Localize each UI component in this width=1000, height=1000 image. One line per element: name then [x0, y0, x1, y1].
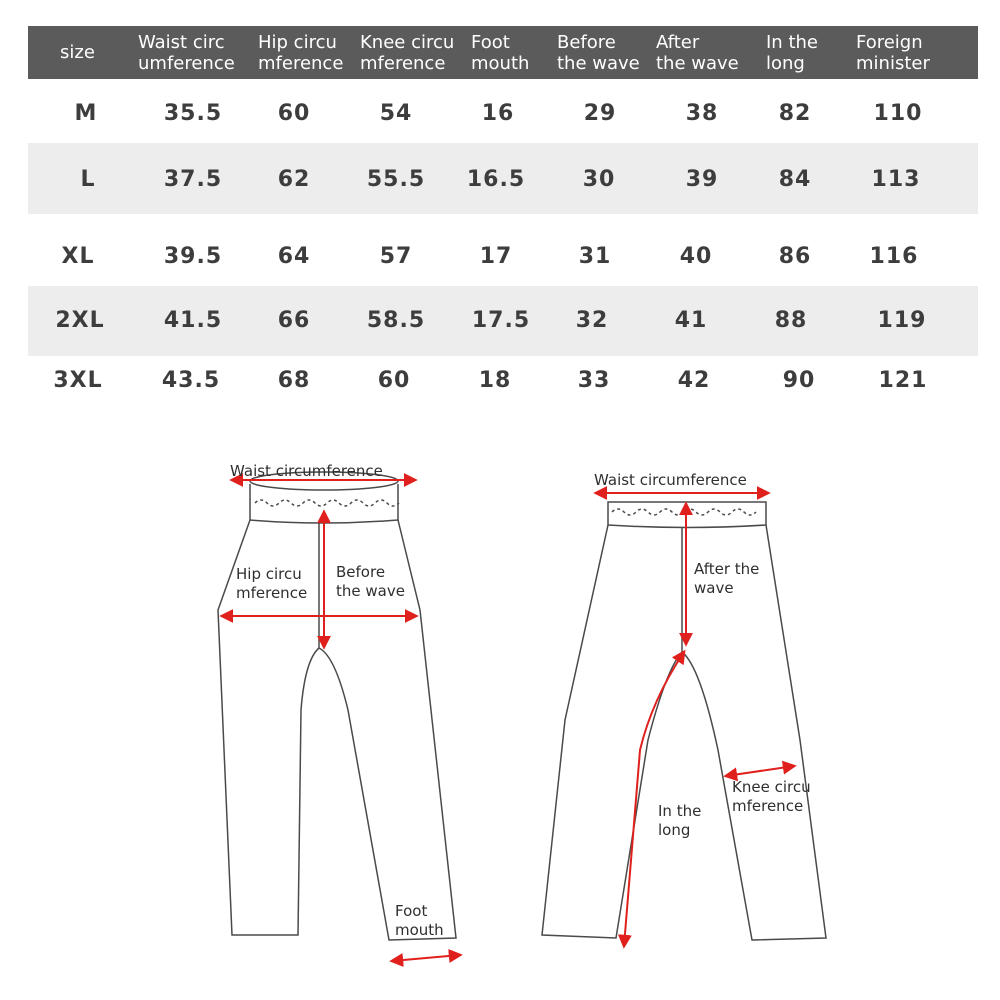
header-size: size: [60, 42, 95, 63]
cell-size: 3XL: [53, 368, 103, 393]
header-knee: Knee circu mference: [360, 32, 455, 74]
cell-hip: 60: [277, 101, 311, 126]
header-waist: Waist circ umference: [138, 32, 235, 74]
cell-knee: 54: [379, 101, 413, 126]
before-wave-label: Before the wave: [336, 563, 405, 600]
cell-foot-mouth: 17.5: [471, 308, 531, 333]
cell-foreign-minister: 119: [877, 308, 927, 333]
cell-foreign-minister: 116: [869, 244, 919, 269]
cell-foreign-minister: 113: [871, 167, 921, 192]
cell-before-wave: 33: [577, 368, 611, 393]
cell-before-wave: 32: [575, 308, 609, 333]
cell-size: M: [74, 101, 98, 126]
cell-size: XL: [61, 244, 95, 269]
cell-length: 88: [774, 308, 808, 333]
cell-after-wave: 41: [674, 308, 708, 333]
cell-knee: 60: [377, 368, 411, 393]
cell-after-wave: 39: [685, 167, 719, 192]
cell-hip: 64: [277, 244, 311, 269]
cell-size: 2XL: [55, 308, 105, 333]
cell-waist: 37.5: [163, 167, 223, 192]
cell-length: 86: [778, 244, 812, 269]
after-wave-label: After the wave: [694, 560, 760, 597]
cell-before-wave: 30: [582, 167, 616, 192]
cell-length: 82: [778, 101, 812, 126]
back-elastic-stitch: [612, 509, 756, 515]
cell-foreign-minister: 121: [878, 368, 928, 393]
back-pants: [542, 502, 826, 940]
cell-knee: 58.5: [366, 308, 426, 333]
foot-mouth-arrow: [392, 955, 460, 961]
header-hip: Hip circu mference: [258, 32, 344, 74]
table-row: [28, 143, 978, 214]
measurement-arrows: [222, 480, 794, 961]
foot-mouth-label: Foot mouth: [395, 902, 444, 939]
cell-waist: 41.5: [163, 308, 223, 333]
table-header-row: [28, 26, 978, 79]
table-row: [28, 356, 978, 418]
back-pants-outline: [542, 525, 826, 940]
cell-waist: 35.5: [163, 101, 223, 126]
knee-label: Knee circu mference: [732, 778, 811, 815]
knee-arrow: [726, 766, 794, 776]
hip-label: Hip circu mference: [236, 565, 308, 602]
cell-knee: 57: [379, 244, 413, 269]
cell-after-wave: 42: [677, 368, 711, 393]
header-length: In the long: [766, 32, 818, 74]
pants-illustration: [0, 420, 1000, 1000]
table-row: [28, 79, 978, 143]
front-elastic-stitch: [255, 500, 399, 506]
cell-hip: 68: [277, 368, 311, 393]
cell-foot-mouth: 16.5: [466, 167, 526, 192]
cell-length: 90: [782, 368, 816, 393]
front-waist-label: Waist circumference: [230, 462, 383, 480]
cell-before-wave: 29: [583, 101, 617, 126]
header-foot-mouth: Foot mouth: [471, 32, 530, 74]
cell-waist: 43.5: [161, 368, 221, 393]
cell-foreign-minister: 110: [873, 101, 923, 126]
cell-hip: 62: [277, 167, 311, 192]
cell-foot-mouth: 16: [481, 101, 515, 126]
header-after-wave: After the wave: [656, 32, 739, 74]
header-before-wave: Before the wave: [557, 32, 640, 74]
table-row: [28, 286, 978, 356]
cell-waist: 39.5: [163, 244, 223, 269]
cell-knee: 55.5: [366, 167, 426, 192]
front-pants: [218, 472, 456, 940]
cell-length: 84: [778, 167, 812, 192]
cell-foot-mouth: 17: [479, 244, 513, 269]
table-row: [28, 214, 978, 286]
header-foreign-minister: Foreign minister: [856, 32, 930, 74]
cell-after-wave: 40: [679, 244, 713, 269]
cell-before-wave: 31: [578, 244, 612, 269]
length-label: In the long: [658, 802, 702, 839]
cell-size: L: [80, 167, 96, 192]
back-waist-label: Waist circumference: [594, 471, 747, 489]
length-arrow: [624, 652, 684, 946]
cell-foot-mouth: 18: [478, 368, 512, 393]
measurement-diagram: [0, 420, 1000, 1000]
cell-after-wave: 38: [685, 101, 719, 126]
cell-hip: 66: [277, 308, 311, 333]
